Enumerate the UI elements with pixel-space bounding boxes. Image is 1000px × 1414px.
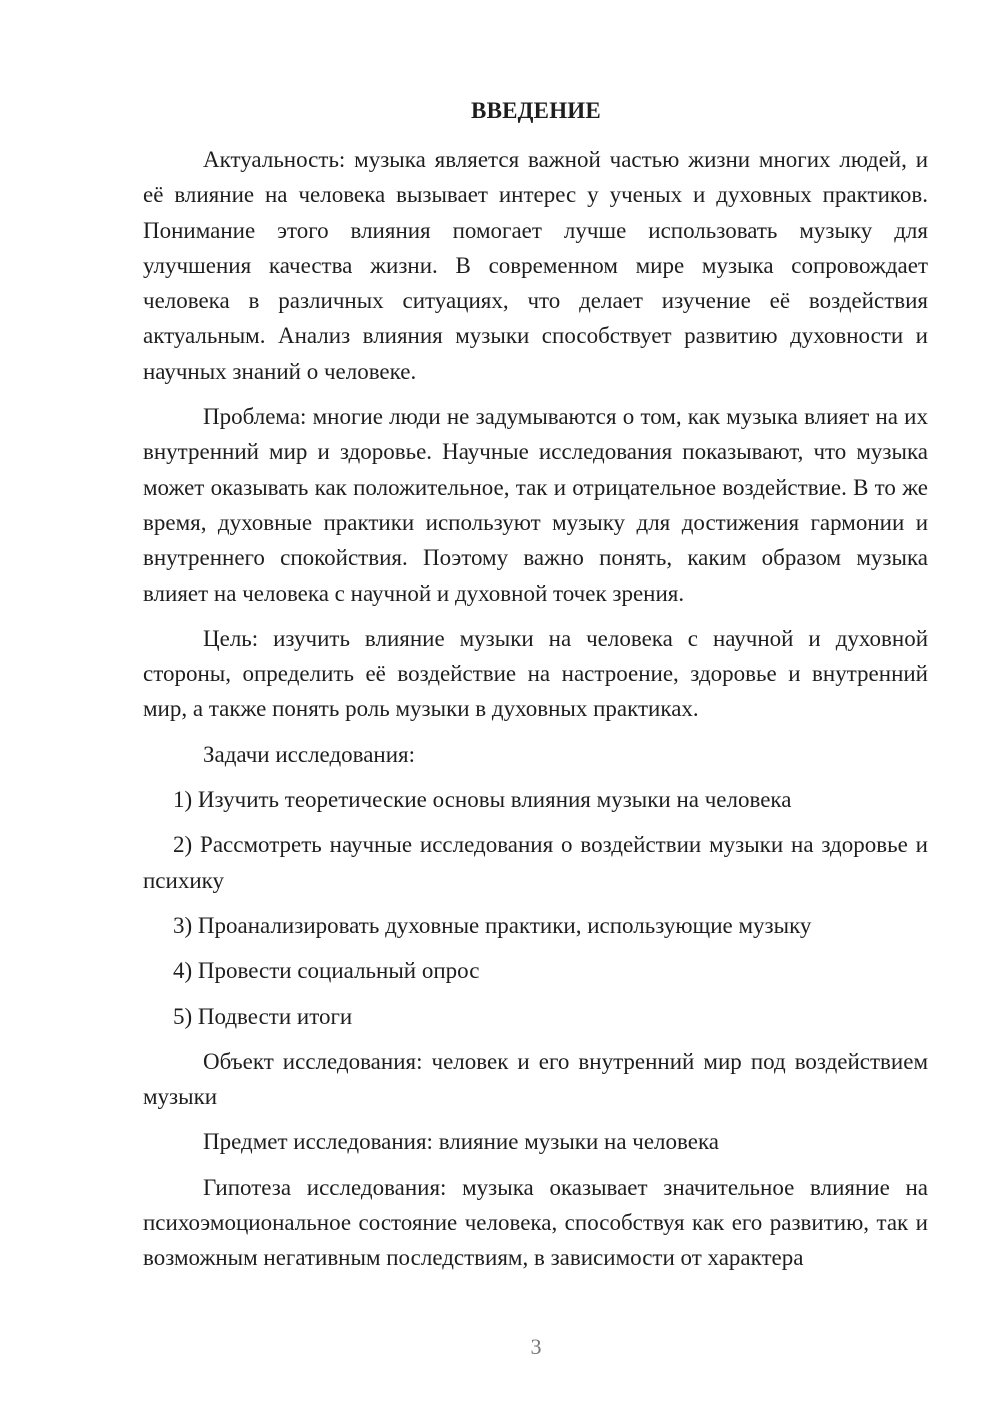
task-item: 4) Провести социальный опрос: [173, 958, 480, 984]
section-title: ВВЕДЕНИЕ: [471, 98, 601, 123]
paragraph-problem: Проблема: многие люди не задумываются о том, как музыка влияет на их внутренний мир и здоровье. Научные исследования показывают, что музыка может оказывать как положительное, так и отрицательное воздействие. В то же время, духовные практики используют музыку для достижения гармонии и внутреннего спокойствия. Поэтому важно понять, каким образом музыка влияет на человека с научной и духовной точек зрения.: [143, 404, 928, 606]
page-number: 3: [530, 1334, 542, 1359]
tasks-heading: Задачи исследования:: [203, 741, 416, 767]
task-item: 1) Изучить теоретические основы влияния музыки на человека: [173, 787, 792, 813]
task-item: 3) Проанализировать духовные практики, использующие музыку: [173, 912, 812, 938]
paragraph-relevance: Актуальность: музыка является важной частью жизни многих людей, и её влияние на человека вызывает интерес у ученых и духовных практиков. Понимание этого влияния помогает лучше использовать музыку для улучшения качества жизни. В современном мире музыка сопровождает человека в различных ситуациях, что делает изучение её воздействия актуальным. Анализ влияния музыки способствует развитию духовности и научных знаний о человеке.: [143, 147, 928, 384]
paragraph-hypothesis: Гипотеза исследования: музыка оказывает значительное влияние на психоэмоциональное состояние человека, способствуя как его развитию, так и возможным негативным последствиям, в зависимости от характера: [143, 1174, 928, 1271]
paragraph-goal: Цель: изучить влияние музыки на человека с научной и духовной стороны, определить её воздействие на настроение, здоровье и внутренний мир, а также понять роль музыки в духовных практиках.: [143, 625, 928, 722]
paragraph-object: Объект исследования: человек и его внутренний мир под воздействием музыки: [143, 1048, 928, 1110]
page-body: [143, 142, 928, 1286]
task-item: 2) Рассмотреть научные исследования о воздействии музыки на здоровье и психику: [143, 832, 928, 893]
paragraph-subject: Предмет исследования: влияние музыки на человека: [203, 1129, 720, 1155]
task-item: 5) Подвести итоги: [173, 1003, 353, 1029]
